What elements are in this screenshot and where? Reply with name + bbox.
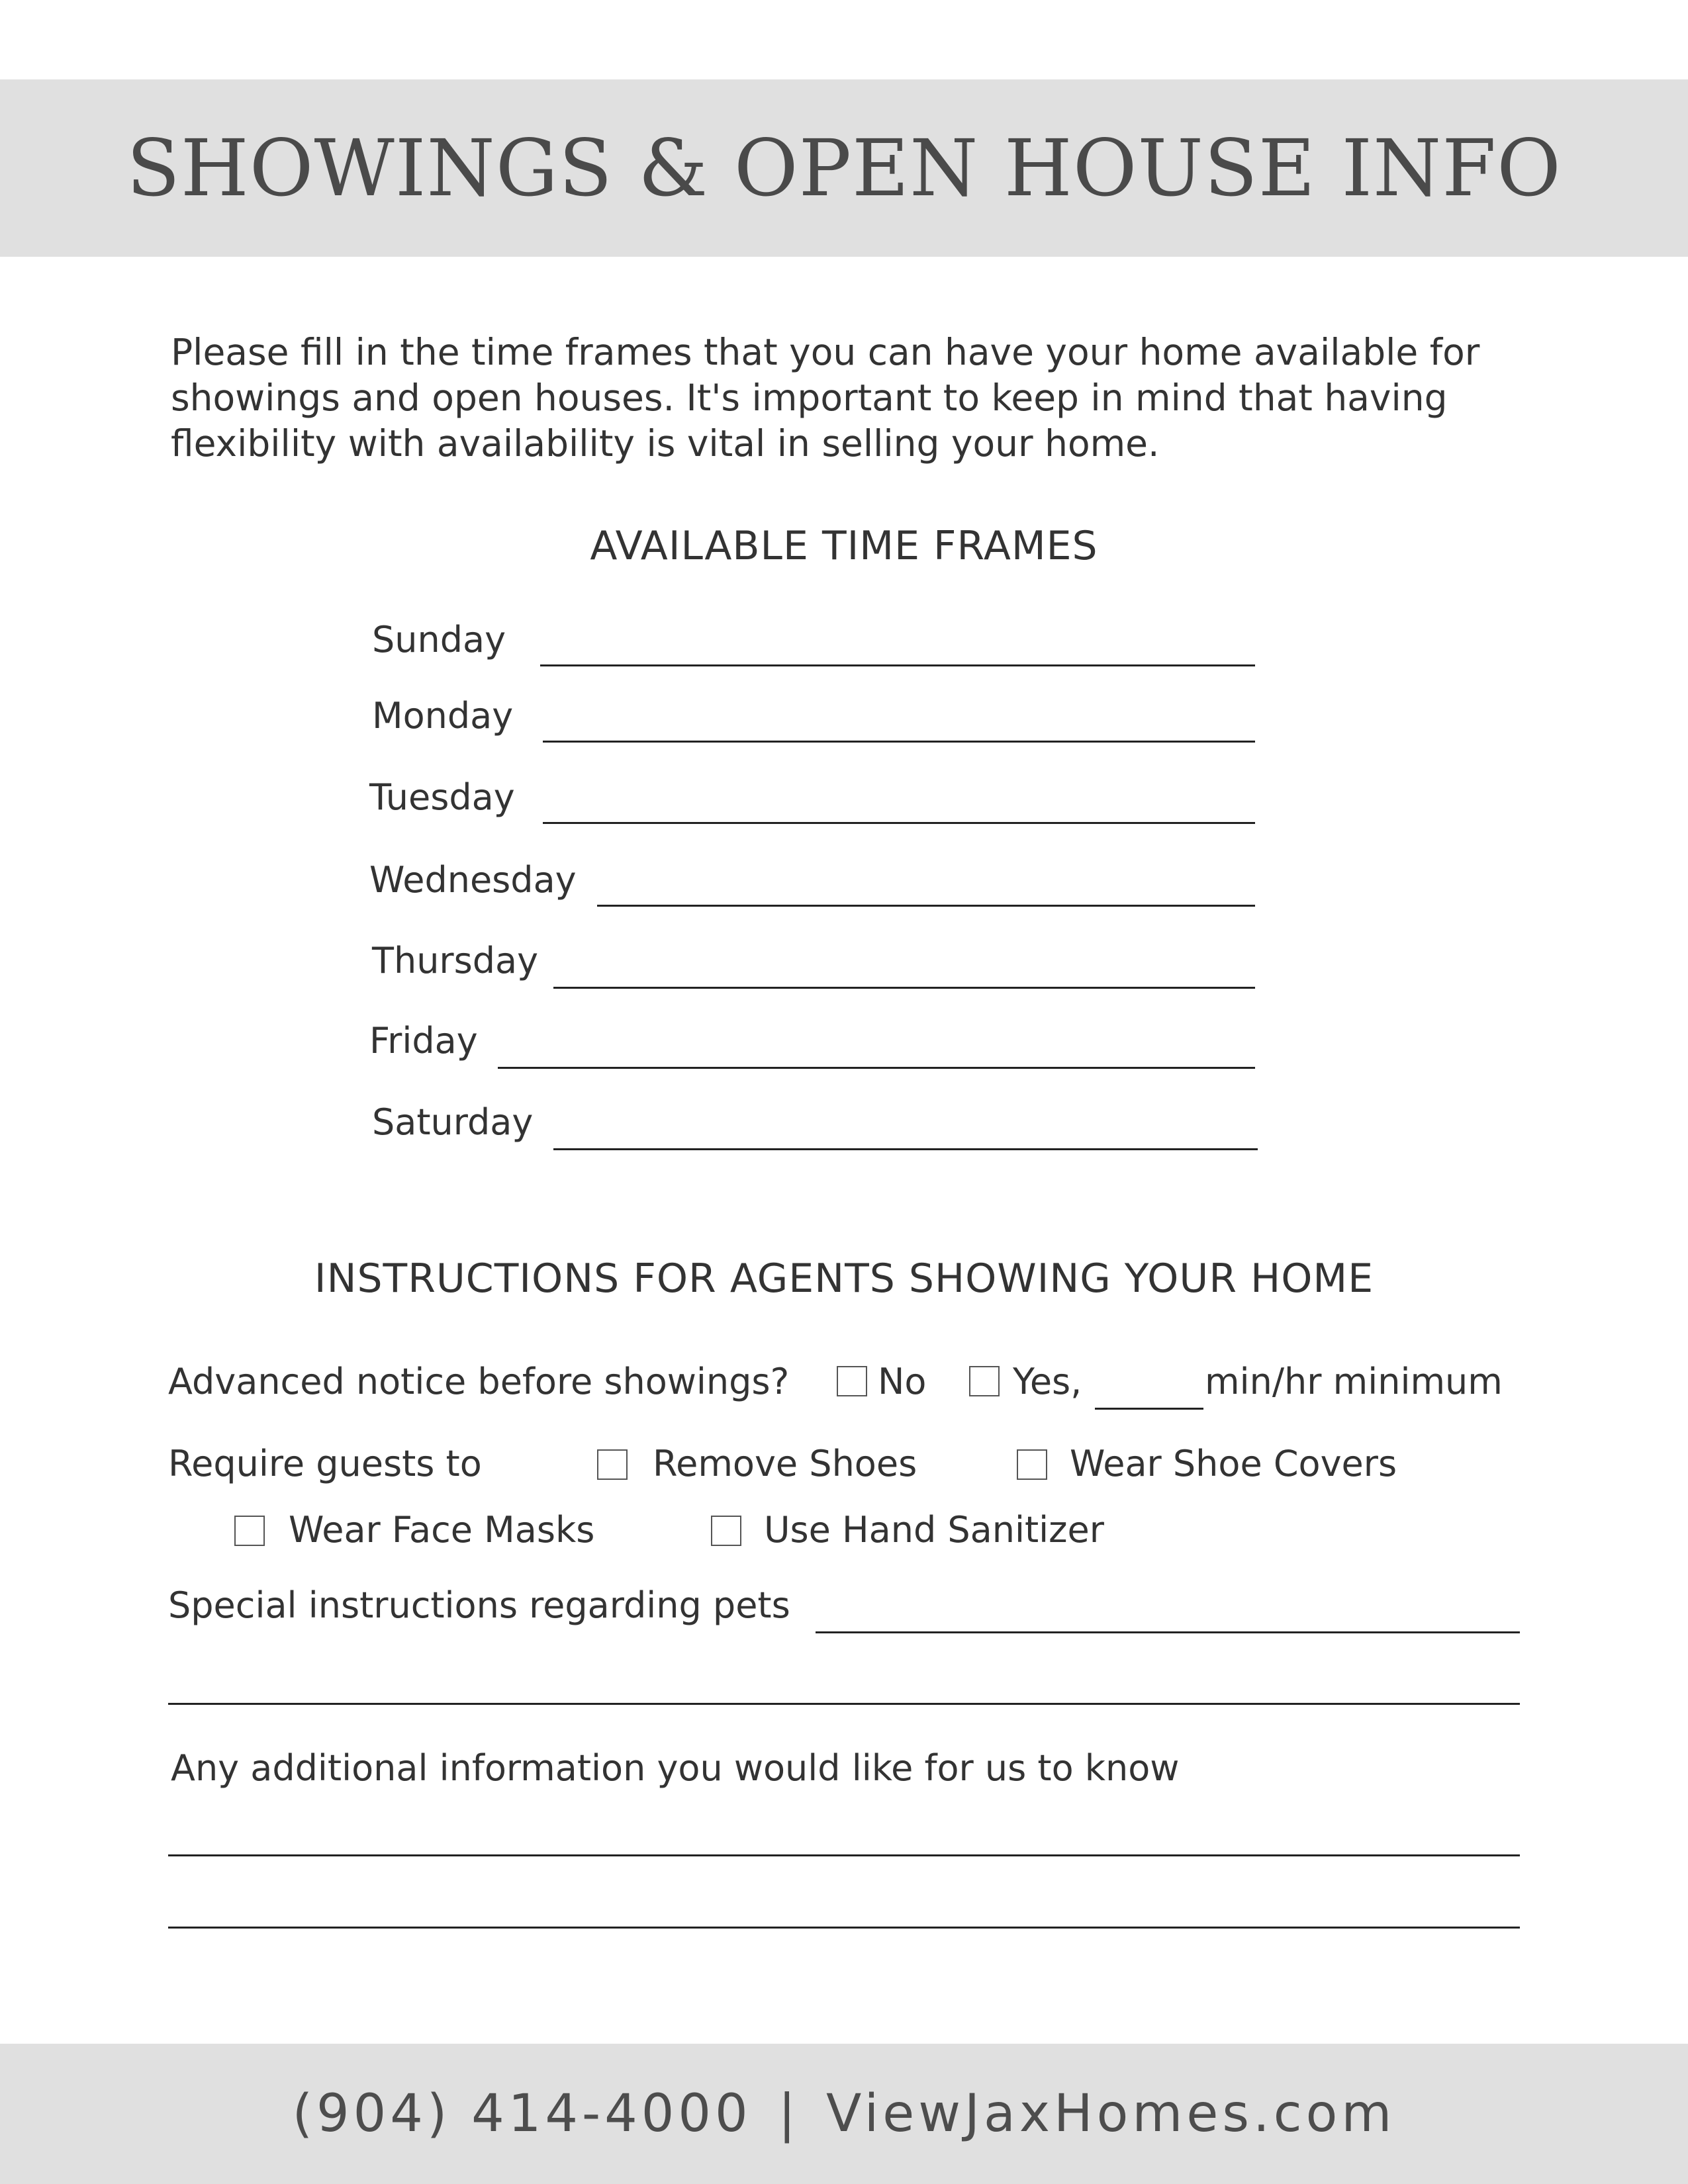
wear-face-masks-checkbox[interactable] [234, 1516, 265, 1546]
intro-paragraph: Please fill in the time frames that you can have your home available for showings and open houses. It's important to keep in mind that having flexibility with availability is vital in selling your home. [171, 331, 1480, 465]
footer-separator: | [778, 2084, 800, 2144]
day-label-monday: Monday [372, 695, 514, 737]
additional-info-label: Any additional information you would like for us to know [171, 1747, 1180, 1789]
advance-notice-minimum-label: min/hr minimum [1205, 1361, 1503, 1402]
day-field-sunday[interactable] [540, 664, 1255, 666]
pets-instructions-field[interactable] [816, 1631, 1520, 1633]
remove-shoes-label: Remove Shoes [653, 1443, 917, 1484]
instructions-heading: INSTRUCTIONS FOR AGENTS SHOWING YOUR HOME [314, 1255, 1374, 1302]
use-hand-sanitizer-checkbox[interactable] [711, 1516, 741, 1546]
day-field-wednesday[interactable] [597, 905, 1255, 907]
day-field-tuesday[interactable] [543, 822, 1255, 824]
pets-instructions-field-line-2[interactable] [168, 1703, 1520, 1705]
day-field-friday[interactable] [498, 1067, 1255, 1069]
day-label-saturday: Saturday [372, 1101, 534, 1143]
day-label-thursday: Thursday [372, 940, 539, 981]
pets-instructions-label: Special instructions regarding pets [168, 1584, 790, 1626]
remove-shoes-checkbox[interactable] [597, 1449, 628, 1480]
page-title: SHOWINGS & OPEN HOUSE INFO [126, 122, 1562, 214]
advance-notice-yes-checkbox[interactable] [969, 1366, 1000, 1396]
advance-notice-no-checkbox[interactable] [837, 1366, 867, 1396]
advance-notice-label: Advanced notice before showings? [168, 1361, 790, 1402]
time-frames-heading: AVAILABLE TIME FRAMES [590, 523, 1098, 569]
footer [0, 2044, 1688, 2184]
wear-face-masks-label: Wear Face Masks [289, 1509, 595, 1551]
advance-notice-no-label: No [878, 1361, 927, 1402]
additional-info-field-line-2[interactable] [168, 1927, 1520, 1929]
day-label-tuesday: Tuesday [369, 776, 515, 818]
advance-notice-yes-label: Yes, [1013, 1361, 1082, 1402]
footer-website: ViewJaxHomes.com [825, 2084, 1396, 2144]
wear-shoe-covers-label: Wear Shoe Covers [1070, 1443, 1397, 1484]
additional-info-field-line-1[interactable] [168, 1854, 1520, 1856]
advance-notice-minimum-field[interactable] [1095, 1408, 1203, 1410]
day-field-thursday[interactable] [553, 987, 1255, 989]
day-field-saturday[interactable] [553, 1148, 1258, 1150]
use-hand-sanitizer-label: Use Hand Sanitizer [764, 1509, 1104, 1551]
wear-shoe-covers-checkbox[interactable] [1017, 1449, 1047, 1480]
day-label-sunday: Sunday [372, 619, 506, 660]
day-label-wednesday: Wednesday [369, 859, 577, 901]
day-label-friday: Friday [369, 1020, 478, 1062]
day-field-monday[interactable] [543, 741, 1255, 743]
footer-phone: (904) 414-4000 [292, 2084, 752, 2144]
require-guests-label: Require guests to [168, 1443, 482, 1484]
